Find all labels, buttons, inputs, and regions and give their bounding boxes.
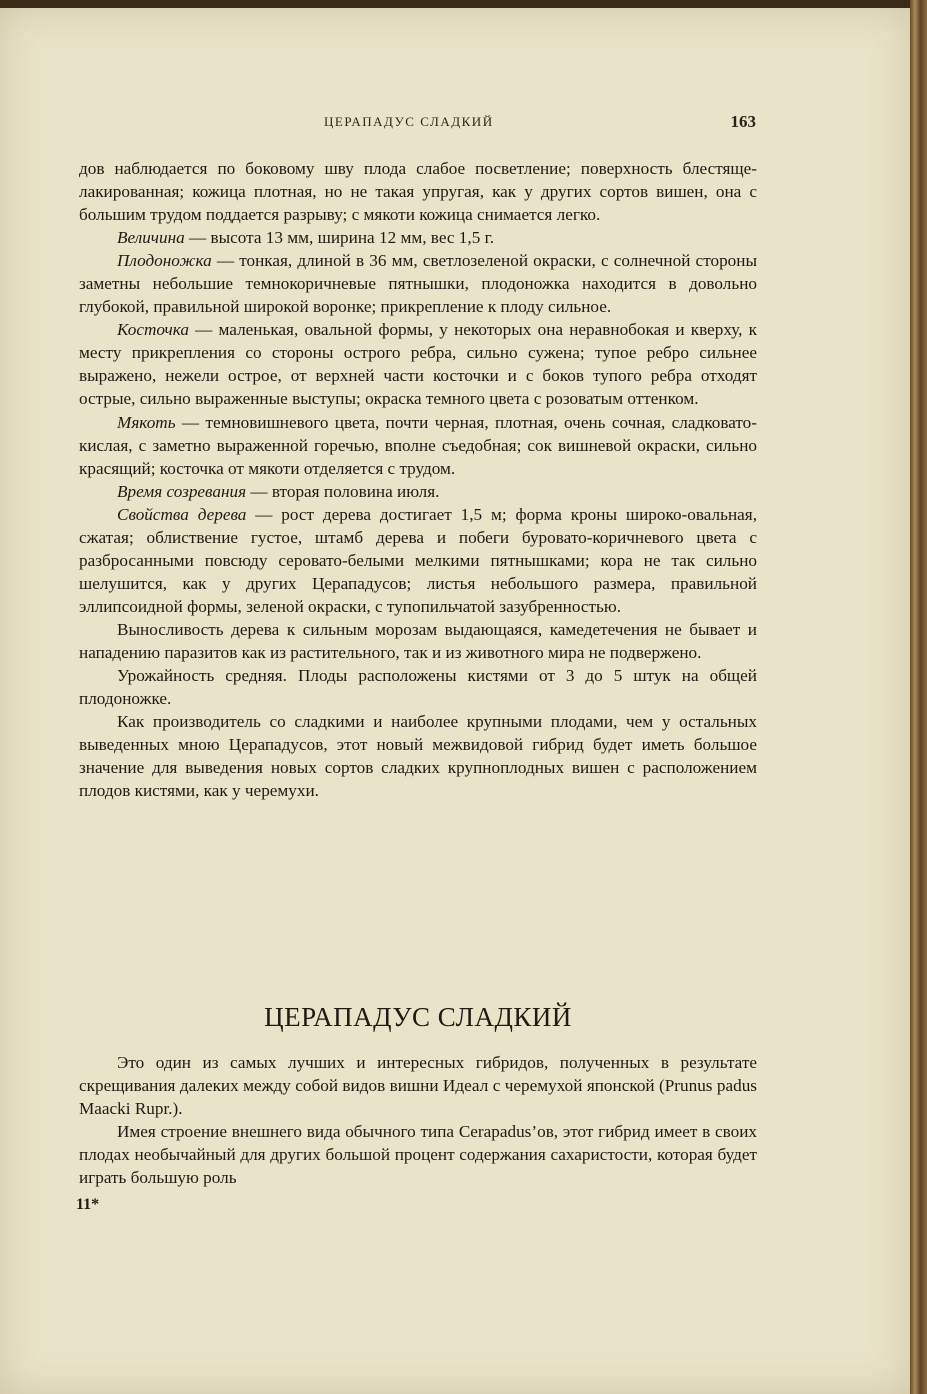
- paragraph-text: — рост дерева достигает 1,5 м; форма кроны широко-овальная, сжатая; облиствение густое, штамб дерева и побеги буровато-коричневого цвета с разбросанными повсюду серовато-белыми мелкими пятнышками; кора не так сильно шелушится, как у других Церападусов; листья небольшого размера, правильной эллипсоидной формы, зеленой окраски, с тупопильчатой зазубренностью.: [79, 504, 757, 616]
- paragraph: Выносливость дерева к сильным морозам выдающаяся, камедетечения не бывает и нападению паразитов как из растительного, так и из животного мира не подвержено.: [79, 619, 757, 662]
- term: Время созревания: [117, 481, 247, 501]
- paragraph-text: — вторая половина июля.: [246, 481, 440, 501]
- paragraph: [79, 503, 757, 618]
- running-title: ЦЕРАПАДУС СЛАДКИЙ: [324, 114, 494, 129]
- paragraph: [79, 318, 757, 410]
- page-edge: [910, 0, 927, 1394]
- section-continued: [79, 157, 757, 802]
- section-heading: ЦЕРАПАДУС СЛАДКИЙ: [264, 1002, 572, 1032]
- paragraph: дов наблюдается по боковому шву плода слабое посветление; поверхность блестяще-лакированная; кожица плотная, но не такая упругая, как у других сортов вишен, она с большим трудом поддается разрыву; с мякоти кожица снимается легко.: [79, 159, 757, 225]
- page-header: [80, 106, 756, 140]
- paragraph-text: — темновишневого цвета, почти черная, плотная, очень сочная, сладковато-кислая, с заметно выраженной горечью, вполне съедобная; сок вишневой окраски, сильно красящий; косточка от мякоти отделяется с трудом.: [79, 412, 757, 478]
- paragraph: Как производитель со сладкими и наиболее крупными плодами, чем у остальных выведенных мною Церападусов, этот новый межвидовой гибрид будет иметь большое значение для выведения новых сортов сладких крупноплодных вишен с расположением плодов кистями, как у черемухи.: [79, 712, 757, 801]
- paragraph: [79, 226, 757, 249]
- paragraph: [79, 480, 757, 503]
- signature-mark: 11*: [76, 1196, 100, 1213]
- paragraph-text: — высота 13 мм, ширина 12 мм, вес 1,5 г.: [184, 228, 494, 248]
- term: Плодоножка: [117, 251, 212, 271]
- term: Косточка: [117, 320, 189, 340]
- top-border: [0, 0, 927, 8]
- page-number: 163: [730, 112, 756, 131]
- paragraph: Это один из самых лучших и интересных гибридов, полученных в результате скрещивания далеких между собой видов вишни Идеал с черемухой японской (Prunus padus Maacki Rupr.).: [79, 1053, 757, 1119]
- section-new: [79, 1051, 757, 1189]
- term: Мякоть: [117, 412, 176, 432]
- paragraph: [79, 411, 757, 480]
- term: Свойства дерева: [117, 504, 247, 524]
- paragraph-text: — маленькая, овальной формы, у некоторых она неравнобокая и кверху, к месту прикрепления со стороны острого ребра, сильно сужена; тупое ребро сильнее выражено, нежели острое, от верхней части косточки и с боков тупого ребра отходят острые, сильно выраженные выступы; окраска темного цвета с розоватым оттенком.: [79, 320, 757, 409]
- term: Величина: [117, 228, 185, 248]
- paragraph-text: — тонкая, длиной в 36 мм, светлозеленой окраски, с солнечной стороны заметны небольшие темнокоричневые пятнышки, плодоножка находится в довольно глубокой, правильной широкой воронке; прикрепление к плоду сильное.: [79, 251, 757, 317]
- paragraph: [79, 249, 757, 318]
- paragraph: Урожайность средняя. Плоды расположены кистями от 3 до 5 штук на общей плодоножке.: [79, 666, 757, 709]
- paragraph: Имея строение внешнего вида обычного типа Cerapadus’ов, этот гибрид имеет в своих плодах необычайный для других большой процент содержания сахаристости, которая будет играть большую роль: [79, 1122, 757, 1188]
